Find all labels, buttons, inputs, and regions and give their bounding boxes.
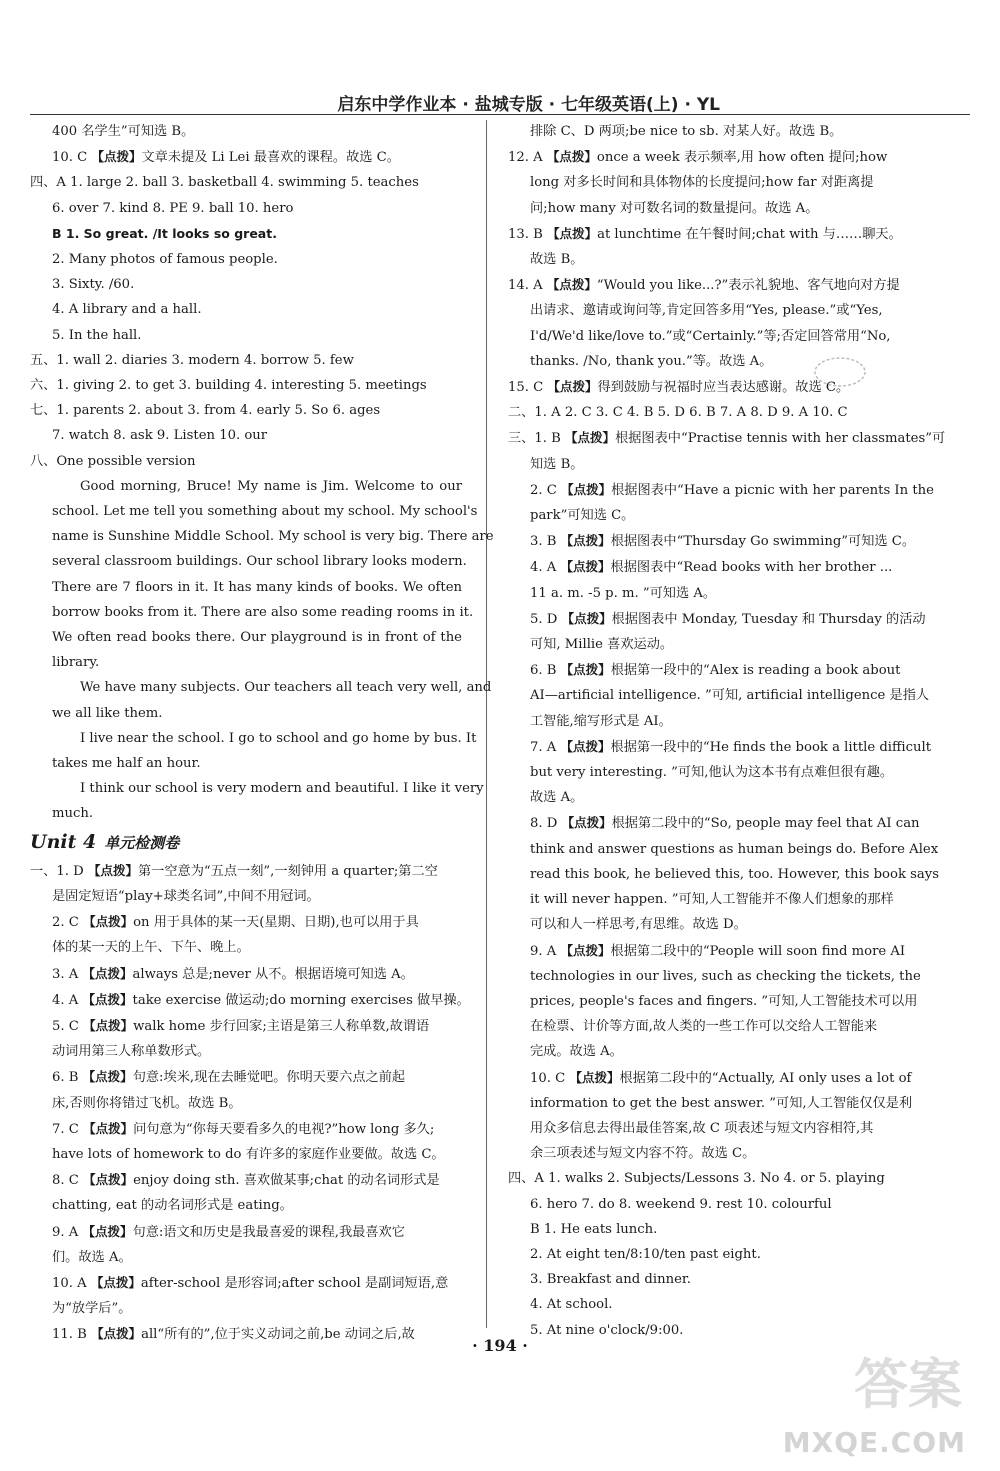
essay-line: borrow books from it. There are also some reading rooms in it.: [52, 604, 474, 620]
essay-line: We have many subjects. Our teachers all teach very well, and: [80, 680, 492, 696]
header-title: 启东中学作业本 · 盐城专版 · 七年级英语(上) · YL: [337, 95, 720, 115]
answer-line: 10. C 【点拨】文章未提及 Li Lei 最喜欢的课程。故选 C。: [52, 149, 400, 166]
unit-heading: Unit 4 单元检测卷: [30, 830, 180, 853]
essay-line: school. Let me tell you something about my school. My school's: [52, 504, 478, 520]
answer-line: 3. A 【点拨】always 总是;never 从不。根据语境可知选 A。: [52, 965, 414, 982]
text-line: read this book, he believed this, too. However, this book says: [530, 866, 939, 882]
text-line: thanks. /No, thank you.”等。故选 A。: [530, 353, 773, 369]
column-divider: [486, 120, 487, 1328]
answer-line: 3. B 【点拨】根据图表中“Thursday Go swimming”可知选 C。: [530, 533, 916, 550]
answer-line: 8. C 【点拨】enjoy doing sth. 喜欢做某事;chat 的动名词形式是: [52, 1172, 440, 1189]
answer-line: 5. D 【点拨】根据图表中 Monday, Tuesday 和 Thursday 的活动: [530, 610, 926, 627]
text-line: 余三项表述与短文内容不符。故选 C。: [530, 1146, 756, 1162]
text-line: 11 a. m. -5 p. m. ”可知选 A。: [530, 585, 717, 601]
text-line: 400 名学生”可知选 B。: [52, 124, 195, 139]
text-line: 五、1. wall 2. diaries 3. modern 4. borrow 5. few: [30, 352, 354, 368]
text-line: prices, people's faces and fingers. ”可知,人工智能技术可以用: [530, 993, 918, 1009]
essay-line: much.: [52, 806, 94, 822]
answer-line: 9. A 【点拨】根据第二段中的“People will soon find more AI: [530, 942, 906, 959]
answer-line: 一、1. D 【点拨】第一空意为“五点一刻”,一刻钟用 a quarter;第二空: [30, 862, 438, 879]
text-line: B 1. So great. /It looks so great.: [52, 225, 277, 241]
text-line: 5. In the hall.: [52, 327, 142, 343]
answer-line: 14. A 【点拨】“Would you like...?”表示礼貌地、客气地向对方提: [508, 277, 900, 294]
text-line: 七、1. parents 2. about 3. from 4. early 5. So 6. ages: [30, 403, 381, 419]
page-header: [30, 90, 970, 114]
essay-line: There are 7 floors in it. It has many kinds of books. We often: [52, 579, 462, 595]
answer-line: 6. B 【点拨】句意:埃米,现在去睡觉吧。你明天要六点之前起: [52, 1069, 406, 1086]
text-line: 4. A library and a hall.: [52, 302, 202, 318]
text-line: B 1. He eats lunch.: [530, 1221, 658, 1237]
answer-line: 6. B 【点拨】根据第一段中的“Alex is reading a book about: [530, 662, 901, 679]
answer-line: 12. A 【点拨】once a week 表示频率,用 how often 提问;how: [508, 149, 888, 166]
text-line: 问;how many 对可数名词的数量提问。故选 A。: [530, 200, 819, 216]
essay-line: name is Sunshine Middle School. My school is very big. There are: [52, 529, 494, 545]
text-line: it will never happen. ”可知,人工智能并不像人们想象的那样: [530, 892, 894, 908]
text-line: 3. Sixty. /60.: [52, 277, 135, 293]
answer-line: 4. A 【点拨】take exercise 做运动;do morning exercises 做早操。: [52, 991, 470, 1008]
text-line: technologies in our lives, such as checking the tickets, the: [530, 968, 921, 984]
text-line: 工智能,缩写形式是 AI。: [530, 713, 672, 729]
text-line: 故选 A。: [530, 790, 584, 806]
answer-line: 13. B 【点拨】at lunchtime 在午餐时间;chat with 与……聊天。: [508, 225, 902, 242]
text-line: 用众多信息去得出最佳答案,故 C 项表述与短文内容相符,其: [530, 1120, 874, 1136]
text-line: 故选 B。: [530, 252, 584, 268]
text-line: 床,否则你将错过飞机。故选 B。: [52, 1095, 242, 1111]
text-line: 是固定短语“play+球类名词”,中间不用冠词。: [52, 888, 320, 904]
text-line: 5. At nine o'clock/9:00.: [530, 1322, 684, 1338]
text-line: 4. At school.: [530, 1297, 613, 1313]
answer-line: 11. B 【点拨】all“所有的”,位于实义动词之前,be 动词之后,故: [52, 1326, 415, 1343]
answer-line: 5. C 【点拨】walk home 步行回家;主语是第三人称单数,故谓语: [52, 1017, 430, 1034]
text-line: 6. over 7. kind 8. PE 9. ball 10. hero: [52, 200, 294, 216]
page-number: · 194 ·: [472, 1336, 528, 1355]
text-line: information to get the best answer. ”可知,人工智能仅仅是利: [530, 1095, 913, 1111]
header-rule: [30, 114, 970, 115]
text-line: I'd/We'd like/love to.”或“Certainly.”等;否定回答常用“No,: [530, 328, 891, 344]
text-line: 排除 C、D 两项;be nice to sb. 对某人好。故选 B。: [530, 124, 843, 139]
text-line: think and answer questions as human beings do. Before Alex: [530, 841, 939, 857]
text-line: 可以和人一样思考,有思维。故选 D。: [530, 917, 747, 933]
text-line: 二、1. A 2. C 3. C 4. B 5. D 6. B 7. A 8. D 9. A 10. C: [508, 405, 848, 421]
site-watermark: [762, 1331, 972, 1461]
text-line: 们。故选 A。: [52, 1249, 132, 1265]
text-line: long 对多长时间和具体物体的长度提问;how far 对距离提: [530, 175, 874, 191]
text-line: 八、One possible version: [30, 453, 196, 469]
answer-line: 10. A 【点拨】after-school 是形容词;after school 是副词短语,意: [52, 1274, 449, 1291]
text-line: 出请求、邀请或询问等,肯定回答多用“Yes, please.”或“Yes,: [530, 303, 883, 319]
text-line: 知选 B。: [530, 456, 584, 472]
answer-line: 10. C 【点拨】根据第二段中的“Actually, AI only uses a lot of: [530, 1069, 912, 1086]
text-line: 动词用第三人称单数形式。: [52, 1044, 211, 1060]
text-line: 六、1. giving 2. to get 3. building 4. interesting 5. meetings: [30, 378, 427, 394]
text-line: 四、A 1. large 2. ball 3. basketball 4. swimming 5. teaches: [30, 175, 419, 191]
text-line: 完成。故选 A。: [530, 1044, 623, 1060]
right-column: [508, 119, 946, 1343]
answer-line: 9. A 【点拨】句意:语文和历史是我最喜爱的课程,我最喜欢它: [52, 1223, 405, 1240]
text-line: 四、A 1. walks 2. Subjects/Lessons 3. No 4. or 5. playing: [508, 1171, 885, 1187]
essay-line: I live near the school. I go to school and go home by bus. It: [80, 730, 477, 746]
answer-line: 7. C 【点拨】问句意为“你每天要看多久的电视?”how long 多久;: [52, 1120, 435, 1137]
text-line: 3. Breakfast and dinner.: [530, 1272, 691, 1288]
essay-line: We often read books there. Our playground is in front of the: [52, 630, 462, 646]
text-line: 为“放学后”。: [52, 1301, 132, 1317]
text-line: but very interesting. ”可知,他认为这本书有点难但很有趣。: [530, 765, 894, 781]
text-line: 可知, Millie 喜欢运动。: [530, 637, 674, 653]
answer-line: 三、1. B 【点拨】根据图表中“Practise tennis with her classmates”可: [508, 430, 946, 447]
text-line: have lots of homework to do 有许多的家庭作业要做。故选 C。: [52, 1146, 445, 1162]
tip-tag: 【点拨】: [91, 149, 142, 165]
text-line: 体的某一天的上午、下午、晚上。: [52, 940, 250, 956]
watermark-logo-text: 答案: [854, 1353, 962, 1416]
unit-subtitle: 单元检测卷: [104, 833, 180, 852]
watermark-url: MXQE.COM: [782, 1426, 966, 1459]
essay-line: takes me half an hour.: [52, 756, 201, 772]
text-line: 2. Many photos of famous people.: [52, 252, 278, 268]
answer-line: 15. C 【点拨】得到鼓励与祝福时应当表达感谢。故选 C。: [508, 379, 850, 396]
text-line: chatting, eat 的动名词形式是 eating。: [52, 1198, 293, 1214]
left-column: [30, 119, 494, 1348]
answer-line: 8. D 【点拨】根据第二段中的“So, people may feel that AI can: [530, 815, 920, 832]
text-line: 2. At eight ten/8:10/ten past eight.: [530, 1246, 761, 1262]
essay-line: several classroom buildings. Our school library looks modern.: [52, 554, 467, 570]
stamp-mark-icon: [812, 354, 868, 390]
answer-line: 4. A 【点拨】根据图表中“Read books with her brother ...: [530, 559, 893, 576]
answer-line: 7. A 【点拨】根据第一段中的“He finds the book a little difficult: [530, 738, 932, 755]
text-line: AI—artificial intelligence. ”可知, artificial intelligence 是指人: [530, 688, 930, 704]
essay-line: we all like them.: [52, 705, 163, 721]
essay-line: I think our school is very modern and beautiful. I like it very: [80, 781, 484, 797]
text-line: 7. watch 8. ask 9. Listen 10. our: [52, 428, 268, 444]
answer-line: 2. C 【点拨】根据图表中“Have a picnic with her parents In the: [530, 481, 934, 498]
text-line: park”可知选 C。: [530, 508, 635, 524]
text-line: 6. hero 7. do 8. weekend 9. rest 10. colourful: [530, 1196, 832, 1212]
answer-line: 2. C 【点拨】on 用于具体的某一天(星期、日期),也可以用于具: [52, 914, 419, 931]
text-line: 在检票、计价等方面,故人类的一些工作可以交给人工智能来: [530, 1019, 878, 1035]
essay-line: library.: [52, 655, 100, 671]
essay-line: Good morning, Bruce! My name is Jim. Welcome to our: [80, 478, 462, 494]
